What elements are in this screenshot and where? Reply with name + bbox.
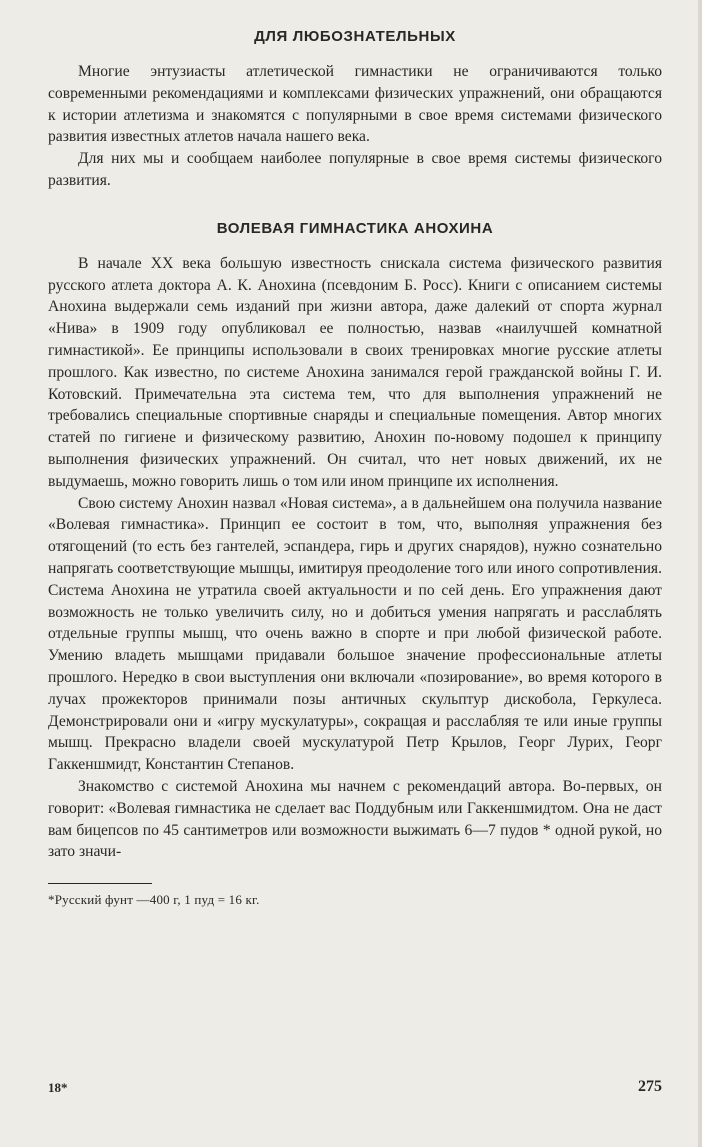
page-content <box>48 24 662 908</box>
paragraph-principle: Свою систему Анохин назвал «Новая система», а в дальнейшем она получила название «Волевая гимнастика». Принцип ее состоит в том, что, выполняя упражнения без отягощений (то есть без гантелей, эспандера, гирь и других снарядов), нужно сознательно напрягать соответствующие мышцы, имитируя преодоление того или иного сопротивления. Система Анохина не утратила своей актуальности и по сей день. Его упражнения дают возможность не только увеличить силу, но и добиться умения напрягать и расслаблять отдельные группы мышц, что очень важно в спорте и при любой физической работе. Умению владеть мышцами придавали большое значение профессиональные атлеты прошлого. Нередко в свои выступления они включали «позирование», во время которого в лучах прожекторов принимали позы античных скульптур дискобола, Геркулеса. Демонстрировали они и «игру мускулатуры», сокращая и расслабляя те или иные группы мышц. Прекрасно владели своей мускулатурой Петр Крылов, Георг Лурих, Георг Гаккеншмидт, Константин Степанов. <box>48 494 662 774</box>
section-heading-curious: ДЛЯ ЛЮБОЗНАТЕЛЬНЫХ <box>254 28 456 45</box>
page-edge <box>698 0 702 1147</box>
footnote-divider <box>48 883 152 884</box>
page-number: 275 <box>638 1078 662 1095</box>
printer-signature-mark: 18* <box>48 1080 68 1095</box>
footnote: *Русский фунт —400 г, 1 пуд = 16 кг. <box>48 892 260 908</box>
section-heading-anokhin: ВОЛЕВАЯ ГИМНАСТИКА АНОХИНА <box>216 219 494 237</box>
paragraph-intro-2: Для них мы и сообщаем наиболее популярные в свое время системы физического развития. <box>48 150 662 189</box>
paragraph-intro-1: Многие энтузиасты атлетической гимнастики не ограничиваются только современными рекомендациями и комплексами физических упражнений, они обращаются к истории атлетизма и знакомятся с популярными в свое время системами физического развития известных атлетов начала нашего века. <box>48 63 662 146</box>
paragraph-recommendations: Знакомство с системой Анохина мы начнем с рекомендаций автора. Во-первых, он говорит: «Волевая гимнастика не сделает вас Поддубным или Гаккеншмидтом. Она не даст вам бицепсов по 45 сантиметров или возможности выжимать 6—7 пудов * одной рукой, но зато значи- <box>48 777 662 861</box>
page-footer <box>48 1080 662 1100</box>
paragraph-history: В начале XX века большую известность снискала система физического развития русского атлета доктора А. К. Анохина (псевдоним Б. Росс). Книги с описанием системы Анохина выдержали семь изданий при жизни автора, даже далекий от спорта журнал «Нива» в 1909 году опубликовал ее полностью, назвав «наилучшей комнатной гимнастикой». Ее принципы использовали в своих тренировках многие русские атлеты прошлого. Как известно, по системе Анохина занимался герой гражданской войны Г. И. Котовский. Примечательна эта система тем, что для выполнения упражнений не требовались специальные спортивные снаряды и специальные помещения. Автор многих статей по гигиене и физическому развитию, Анохин по-новому подошел к принципу выполнения физических упражнений. Он считал, что нет новых движений, их не выдумаешь, можно говорить лишь о том или ином принципе их исполнения. <box>48 254 662 490</box>
